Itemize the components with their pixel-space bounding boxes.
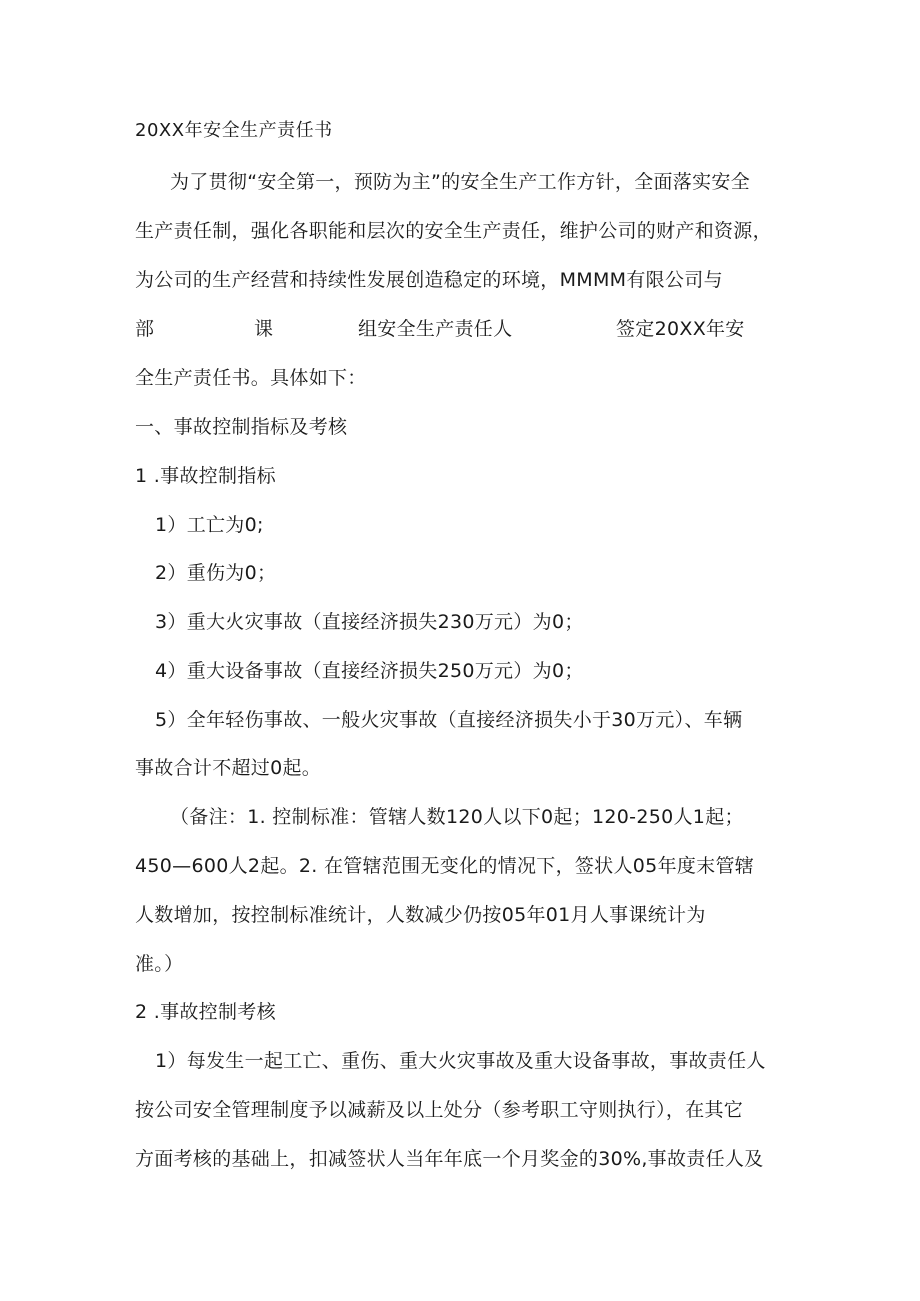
list-item-continuation: 事故合计不超过0起。 [135,757,322,779]
list-item: 1）工亡为0; [155,514,264,536]
assessment-line-1: 1）每发生一起工亡、重伤、重大火灾事故及重大设备事故，事故责任人 [155,1050,766,1072]
section-1-heading: 一、事故控制指标及考核 [135,416,348,438]
intro-line-4-part-3: 组安全生产责任人 [358,318,513,340]
list-item: 5）全年轻伤事故、一般火灾事故（直接经济损失小于30万元）、车辆 [155,709,743,731]
document-title: 20XX年安全生产责任书 [135,120,333,141]
intro-line-1: 为了贯彻“安全第一，预防为主”的安全生产工作方针，全面落实安全 [170,171,750,193]
intro-line-4-part-4: 签定20XX年安 [616,318,745,340]
list-item: 2）重伤为0； [155,562,277,584]
intro-line-4-part-1: 部 [135,318,155,340]
note-line-1: （备注：1. 控制标准：管辖人数120人以下0起；120-250人1起； [170,806,744,828]
intro-line-3: 为公司的生产经营和持续性发展创造稳定的环境，MMMM有限公司与 [135,269,723,291]
note-line-4: 准。） [135,953,184,975]
intro-line-4-part-2: 课 [254,318,274,340]
subsection-2-heading: 2 .事故控制考核 [135,1001,276,1023]
list-item: 3）重大火灾事故（直接经济损失230万元）为0； [155,611,584,633]
assessment-line-2: 按公司安全管理制度予以减薪及以上处分（参考职工守则执行），在其它 [135,1099,744,1121]
note-line-2: 450—600人2起。2. 在管辖范围无变化的情况下，签状人05年度末管辖 [135,855,755,877]
subsection-1-heading: 1 .事故控制指标 [135,465,276,487]
intro-line-2: 生产责任制，强化各职能和层次的安全生产责任，维护公司的财产和资源， [135,220,772,242]
intro-line-5: 全生产责任书。具体如下： [135,367,367,389]
note-line-3: 人数增加，按控制标准统计，人数减少仍按05年01月人事课统计为 [135,904,706,926]
assessment-line-3: 方面考核的基础上，扣减签状人当年年底一个月奖金的30%,事故责任人及 [135,1148,764,1170]
list-item: 4）重大设备事故（直接经济损失250万元）为0； [155,660,584,682]
